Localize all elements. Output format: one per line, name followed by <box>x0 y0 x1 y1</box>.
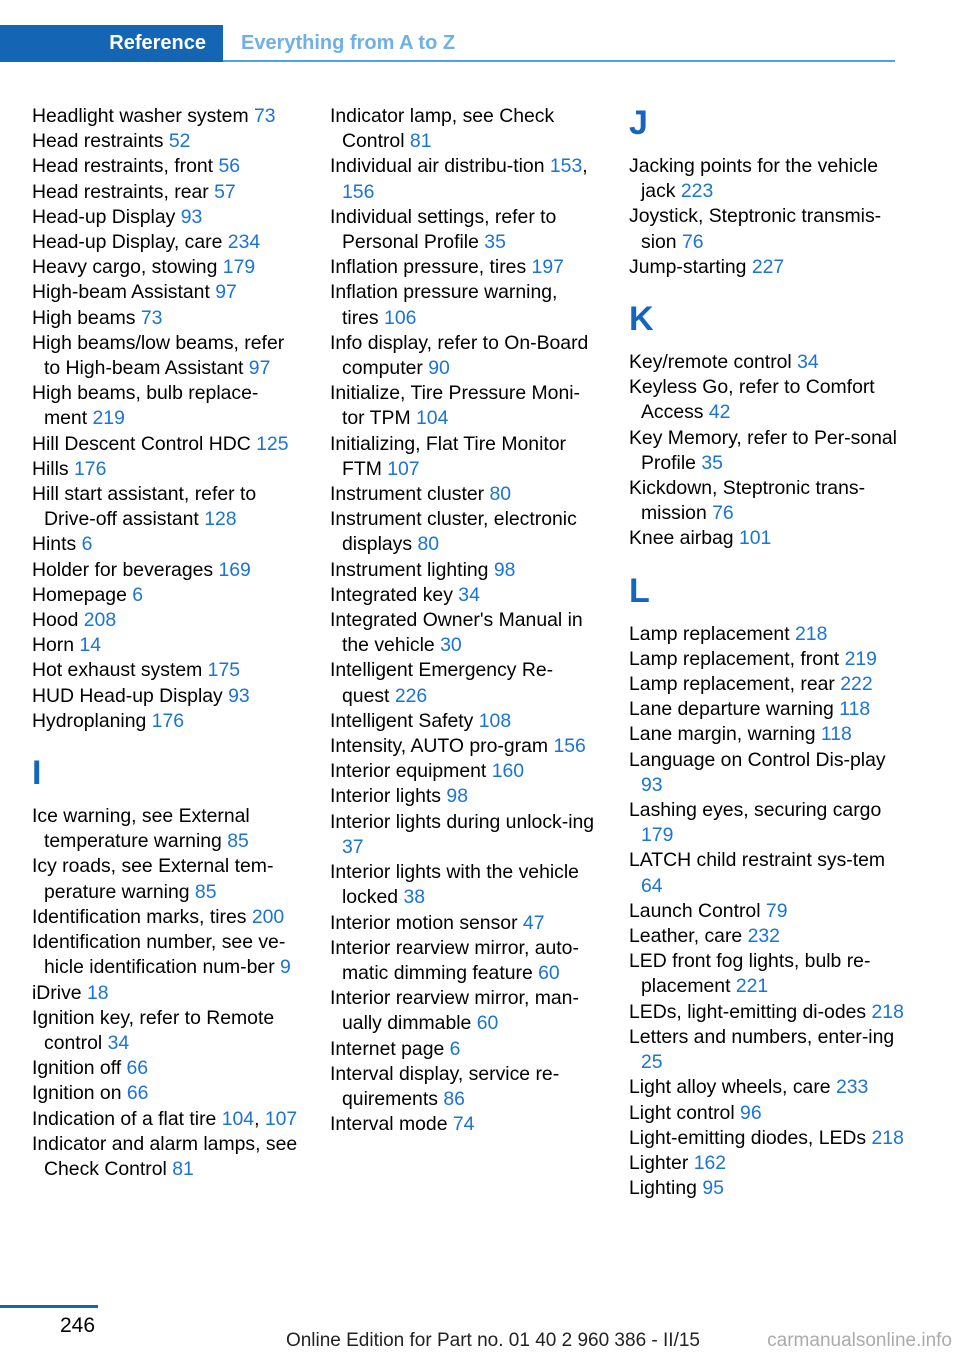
index-term: Ignition key, refer to Remote control <box>32 1006 275 1054</box>
index-entry <box>330 507 598 557</box>
index-entry <box>330 205 598 255</box>
index-entry <box>629 1176 904 1201</box>
index-entry <box>629 526 904 551</box>
index-term: Ice warning, see External temperature warning <box>32 805 250 853</box>
index-term: Head restraints, rear <box>32 180 209 203</box>
index-term: Interval mode <box>330 1113 448 1136</box>
section-letter: K <box>629 300 654 339</box>
index-term: Intelligent Safety <box>330 709 474 732</box>
index-entry <box>330 911 598 936</box>
index-entry <box>32 981 300 1006</box>
index-term: Hill start assistant, refer to Drive-off assistant <box>32 483 257 531</box>
page-link[interactable]: 80 <box>489 483 512 506</box>
index-term: Individual settings, refer to Personal Profile <box>330 205 557 254</box>
index-term: Interior lights with the vehicle locked <box>330 861 579 909</box>
index-entry <box>629 426 904 476</box>
page-link[interactable]: 169 <box>218 558 251 581</box>
page-link[interactable]: 162 <box>693 1151 727 1174</box>
page-link[interactable]: 60 <box>476 1012 499 1035</box>
index-entry <box>32 854 300 904</box>
index-term: Letters and numbers, enter-ing <box>629 1025 895 1048</box>
index-entry <box>330 1062 598 1112</box>
page-link[interactable]: 93 <box>641 773 663 796</box>
page-link[interactable]: 233 <box>835 1076 869 1099</box>
index-entry <box>330 860 598 910</box>
index-term: Head-up Display <box>32 205 176 228</box>
index-term: Integrated Owner's Manual in the vehicle <box>330 609 583 657</box>
index-term: Launch Control <box>629 899 761 922</box>
page-link[interactable]: 98 <box>493 558 516 581</box>
index-term: Leather, care <box>629 925 743 948</box>
page-link[interactable]: 97 <box>248 357 271 380</box>
page-link[interactable]: 108 <box>478 709 512 732</box>
index-column-3 <box>629 104 904 1201</box>
page-link[interactable]: 200 <box>251 905 285 928</box>
index-term: Headlight washer system <box>32 105 249 127</box>
page-link[interactable]: 14 <box>79 634 101 657</box>
page-link[interactable]: 179 <box>641 824 674 847</box>
page-link[interactable]: 73 <box>254 105 276 127</box>
index-term: Hot exhaust system <box>32 659 203 682</box>
section-letter: I <box>32 754 42 793</box>
index-term: Hill Descent Control HDC <box>32 432 251 455</box>
index-term: Light alloy wheels, care <box>629 1076 831 1099</box>
index-entry <box>32 905 300 930</box>
index-entry <box>32 205 300 230</box>
index-entry <box>330 432 598 482</box>
page-link[interactable]: 218 <box>871 1000 904 1023</box>
page-link[interactable]: 104 <box>416 407 449 430</box>
index-entry <box>330 658 598 708</box>
index-entry <box>629 647 904 672</box>
page-link[interactable]: 66 <box>126 1082 149 1105</box>
index-entry <box>330 583 598 608</box>
page-link[interactable]: 56 <box>218 155 241 178</box>
page-link[interactable]: 76 <box>681 230 704 253</box>
page-number: 246 <box>60 1314 96 1337</box>
page-link[interactable]: 34 <box>458 583 480 606</box>
page-link[interactable]: 81 <box>172 1157 194 1180</box>
page-link[interactable]: 18 <box>86 981 109 1004</box>
page-link[interactable]: 34 <box>797 351 819 374</box>
index-entry <box>32 154 300 179</box>
section-gap <box>629 280 904 300</box>
index-term: Icy roads, see External tem-perature warning <box>32 855 274 903</box>
page-link[interactable]: 81 <box>409 130 432 153</box>
index-term: Interior equipment <box>330 760 487 783</box>
index-entry <box>629 1000 904 1025</box>
index-term: LED front fog lights, bulb re-placement <box>629 950 871 998</box>
index-term: Identification number, see ve-hicle identification num-ber <box>32 931 286 979</box>
index-term: Light control <box>629 1101 735 1124</box>
index-term: Head restraints, front <box>32 155 214 178</box>
page-link[interactable]: 176 <box>74 457 107 480</box>
page-link[interactable]: 85 <box>227 830 249 853</box>
index-entry: Indication of a flat tire 104, 107 <box>32 1107 298 1130</box>
page-link[interactable]: 52 <box>168 130 191 153</box>
index-term: Interior rearview mirror, auto-matic dimming feature <box>330 936 579 984</box>
index-entry <box>330 608 598 658</box>
index-entry <box>629 848 904 898</box>
index-entry <box>32 608 300 633</box>
index-entry <box>32 684 300 709</box>
index-entry <box>32 1006 300 1056</box>
index-entry <box>629 350 904 375</box>
index-entry <box>32 709 300 734</box>
page-link[interactable]: 226 <box>394 684 428 707</box>
page-link[interactable]: 34 <box>107 1031 130 1054</box>
index-entry <box>629 949 904 999</box>
page-link[interactable]: 93 <box>180 205 203 228</box>
index-entry: Individual air distribu-tion 153, 156 <box>330 155 588 203</box>
page-link[interactable]: 125 <box>256 432 289 455</box>
index-term: Knee airbag <box>629 527 734 550</box>
index-entry <box>330 734 598 759</box>
page-link[interactable]: 57 <box>214 180 236 203</box>
index-entry <box>32 633 300 658</box>
index-entry <box>32 532 300 557</box>
index-entry <box>32 457 300 482</box>
page-link[interactable]: 97 <box>215 281 237 304</box>
index-term: Indication of a flat tire <box>32 1107 217 1130</box>
index-term: Info display, refer to On-Board computer <box>330 331 589 380</box>
page-link[interactable]: 80 <box>417 533 440 556</box>
index-term: Intensity, AUTO pro-gram <box>330 735 549 758</box>
page-link[interactable]: 86 <box>443 1087 465 1110</box>
index-entry <box>629 672 904 697</box>
index-entry <box>330 784 598 809</box>
index-entry <box>32 583 300 608</box>
index-term: High-beam Assistant <box>32 281 210 304</box>
page-link[interactable]: 47 <box>522 911 545 934</box>
page-link[interactable]: 219 <box>844 647 877 670</box>
index-entry <box>330 280 598 330</box>
page-link[interactable]: 6 <box>449 1037 461 1060</box>
page-link[interactable]: 9 <box>280 956 291 979</box>
index-entry <box>629 622 904 647</box>
section-letter: J <box>629 104 648 142</box>
index-entry <box>32 331 300 381</box>
page-link[interactable]: 222 <box>840 673 873 696</box>
index-entry <box>330 255 598 280</box>
index-term: Indicator and alarm lamps, see Check Control <box>32 1132 298 1180</box>
page-link[interactable]: 234 <box>227 231 261 254</box>
index-entry <box>330 1037 598 1062</box>
section-gap <box>32 734 300 754</box>
index-entry <box>330 104 598 154</box>
index-entry <box>629 1101 904 1126</box>
index-term: Lashing eyes, securing cargo <box>629 799 882 822</box>
index-term: Instrument cluster, electronic displays <box>330 508 577 556</box>
page-link[interactable]: 38 <box>403 886 426 909</box>
page-link[interactable]: 35 <box>484 231 506 254</box>
index-entry <box>32 930 300 980</box>
page-link[interactable]: 197 <box>531 256 564 279</box>
index-entry <box>629 1075 904 1100</box>
index-term: LEDs, light-emitting di-odes <box>629 1000 867 1023</box>
index-entry <box>32 381 300 431</box>
index-term: Individual air distribu-tion <box>330 155 545 178</box>
page-link[interactable]: 218 <box>871 1126 904 1149</box>
index-entry <box>32 1056 300 1081</box>
index-term: Instrument cluster <box>330 483 485 506</box>
page-link[interactable]: 175 <box>207 659 241 682</box>
index-term: Interval display, service re-quirements <box>330 1062 560 1110</box>
index-entry <box>330 558 598 583</box>
index-entry <box>32 558 300 583</box>
index-entry <box>629 204 904 254</box>
section-letter: L <box>629 571 650 610</box>
index-entry <box>32 280 300 305</box>
index-term: Kickdown, Steptronic trans-mission <box>629 477 866 525</box>
index-term: Lane departure warning <box>629 698 834 721</box>
page-link[interactable]: 106 <box>384 306 417 329</box>
index-entry <box>629 375 904 425</box>
index-term: High beams, bulb replace-ment <box>32 382 259 430</box>
page-link[interactable]: 219 <box>92 407 125 430</box>
index-entry <box>629 476 904 526</box>
page-link[interactable]: 76 <box>712 502 734 525</box>
index-entry <box>32 1081 300 1106</box>
page-link[interactable]: 118 <box>839 698 871 721</box>
index-entry <box>32 104 300 129</box>
page-link[interactable]: 232 <box>747 925 780 948</box>
index-term: Indicator lamp, see Check Control <box>330 105 555 153</box>
page-link[interactable]: 93 <box>228 684 250 707</box>
index-entry <box>32 306 300 331</box>
page-link[interactable]: 107 <box>264 1107 298 1130</box>
index-entry <box>32 658 300 683</box>
index-term: Heavy cargo, stowing <box>32 256 218 279</box>
index-term: Joystick, Steptronic transmis-sion <box>629 205 882 253</box>
index-term: Interior rearview mirror, man-ually dimmable <box>330 987 579 1035</box>
index-entry <box>629 255 904 280</box>
index-entry <box>330 986 598 1036</box>
page-link[interactable]: 104 <box>221 1107 255 1130</box>
index-term: Lighting <box>629 1177 697 1200</box>
page-link[interactable]: 74 <box>452 1113 475 1136</box>
index-term: HUD Head-up Display <box>32 684 223 707</box>
index-entry <box>629 1151 904 1176</box>
index-term: Light-emitting diodes, LEDs <box>629 1126 867 1149</box>
index-term: Key Memory, refer to Per-sonal Profile <box>629 426 897 474</box>
index-entry <box>32 230 300 255</box>
watermark: carmanualsonline.info <box>767 1330 952 1351</box>
page-link[interactable]: 30 <box>440 634 462 657</box>
tab-section-title[interactable]: Everything from A to Z <box>241 32 456 54</box>
index-entry <box>330 482 598 507</box>
index-entry <box>330 709 598 734</box>
page-link[interactable]: 60 <box>538 961 560 984</box>
index-term: Head-up Display, care <box>32 231 223 254</box>
index-entry <box>330 1112 598 1137</box>
page-link[interactable]: 64 <box>641 874 663 897</box>
index-entry <box>32 482 300 532</box>
index-term: Keyless Go, refer to Comfort Access <box>629 376 875 424</box>
page-link[interactable]: 118 <box>820 723 852 746</box>
index-term: High beams <box>32 306 136 329</box>
index-entry <box>629 798 904 848</box>
index-entry <box>629 899 904 924</box>
index-term: Hints <box>32 533 77 556</box>
index-term: Head restraints <box>32 130 164 153</box>
index-entry <box>330 810 598 860</box>
index-entry <box>330 759 598 784</box>
index-term: Lighter <box>629 1151 689 1174</box>
index-entry <box>330 936 598 986</box>
index-entry <box>32 804 300 854</box>
index-column-2 <box>330 104 598 1137</box>
index-term: Hydroplaning <box>32 709 147 732</box>
index-entry <box>32 129 300 154</box>
page-link[interactable]: 176 <box>151 709 185 732</box>
index-term: Integrated key <box>330 583 453 606</box>
index-term: Key/remote control <box>629 351 792 374</box>
index-term: Identification marks, tires <box>32 905 247 928</box>
index-term: Inflation pressure, tires <box>330 256 527 279</box>
index-entry <box>629 697 904 722</box>
index-term: Initializing, Flat Tire Monitor FTM <box>330 432 567 480</box>
page-link[interactable]: 6 <box>81 533 93 556</box>
index-entry <box>32 255 300 280</box>
page-link[interactable]: 179 <box>222 256 256 279</box>
index-entry <box>32 432 300 457</box>
index-entry <box>32 1132 300 1182</box>
index-term: Lamp replacement, rear <box>629 673 835 696</box>
page-link[interactable]: 223 <box>680 180 714 203</box>
index-entry <box>32 180 300 205</box>
index-term: Jacking points for the vehicle jack <box>629 155 878 203</box>
page-link[interactable]: 66 <box>126 1057 149 1080</box>
index-term: Horn <box>32 634 75 657</box>
index-entry <box>629 924 904 949</box>
index-term: Interior motion sensor <box>330 911 518 934</box>
page-link[interactable]: 42 <box>708 401 731 424</box>
page-link[interactable]: 156 <box>553 735 586 758</box>
index-term: Ignition on <box>32 1082 122 1105</box>
page-link[interactable]: 160 <box>491 760 525 783</box>
page-link[interactable]: 227 <box>751 255 785 278</box>
page-link[interactable]: 35 <box>701 451 723 474</box>
page-link[interactable]: 208 <box>83 609 117 632</box>
page-link[interactable]: 85 <box>194 880 217 903</box>
index-term: Internet page <box>330 1037 445 1060</box>
page-link[interactable]: 98 <box>446 785 468 808</box>
footer-rule <box>0 1305 98 1308</box>
index-term: LATCH child restraint sys-tem <box>629 849 886 872</box>
page-link[interactable]: 101 <box>738 527 772 550</box>
page-link[interactable]: 156 <box>342 180 375 203</box>
index-term: Lamp replacement <box>629 622 790 645</box>
page-link[interactable]: 221 <box>735 975 769 998</box>
page-link[interactable]: 6 <box>132 583 144 606</box>
index-term: Lane margin, warning <box>629 723 816 746</box>
index-entry <box>629 1025 904 1075</box>
index-term: Interior lights <box>330 785 442 808</box>
index-term: Language on Control Dis-play <box>629 748 886 771</box>
page-link[interactable]: 90 <box>428 357 450 380</box>
page-link[interactable]: 79 <box>765 899 788 922</box>
index-entry <box>629 748 904 798</box>
edition-note: Online Edition for Part no. 01 40 2 960 386 - II/15 <box>285 1330 700 1351</box>
tab-reference[interactable]: Reference <box>0 25 223 62</box>
index-column-1 <box>32 104 300 1182</box>
index-entry <box>629 1126 904 1151</box>
index-term: iDrive <box>32 981 82 1004</box>
index-term: Interior lights during unlock-ing <box>330 810 595 833</box>
page-link[interactable]: 25 <box>641 1051 663 1074</box>
page-link[interactable]: 218 <box>795 622 828 645</box>
index-term: Intelligent Emergency Re-quest <box>330 659 554 707</box>
index-term: Ignition off <box>32 1057 122 1080</box>
page-link[interactable]: 95 <box>702 1177 724 1200</box>
page-link[interactable]: 128 <box>204 508 237 531</box>
index-term: Homepage <box>32 583 127 606</box>
page-link[interactable]: 73 <box>140 306 163 329</box>
index-term: Lamp replacement, front <box>629 647 840 670</box>
index-term: Initialize, Tire Pressure Moni-tor TPM <box>330 382 581 430</box>
page-link[interactable]: 37 <box>342 835 364 858</box>
index-term: Instrument lighting <box>330 558 489 581</box>
page-link[interactable]: 96 <box>740 1101 762 1124</box>
index-entry <box>629 722 904 747</box>
index-term: High beams/low beams, refer to High-beam Assistant <box>32 331 285 380</box>
index-term: Holder for beverages <box>32 558 214 581</box>
index-entry <box>629 154 904 204</box>
index-entry <box>330 331 598 381</box>
page-link[interactable]: 107 <box>387 457 420 480</box>
index-term: Inflation pressure warning, tires <box>330 281 558 329</box>
index-entry <box>330 381 598 431</box>
index-term: Jump-starting <box>629 255 747 278</box>
index-term: Hills <box>32 457 69 480</box>
index-term: Hood <box>32 609 79 632</box>
page-link[interactable]: 153 <box>549 155 583 178</box>
section-gap <box>629 552 904 572</box>
